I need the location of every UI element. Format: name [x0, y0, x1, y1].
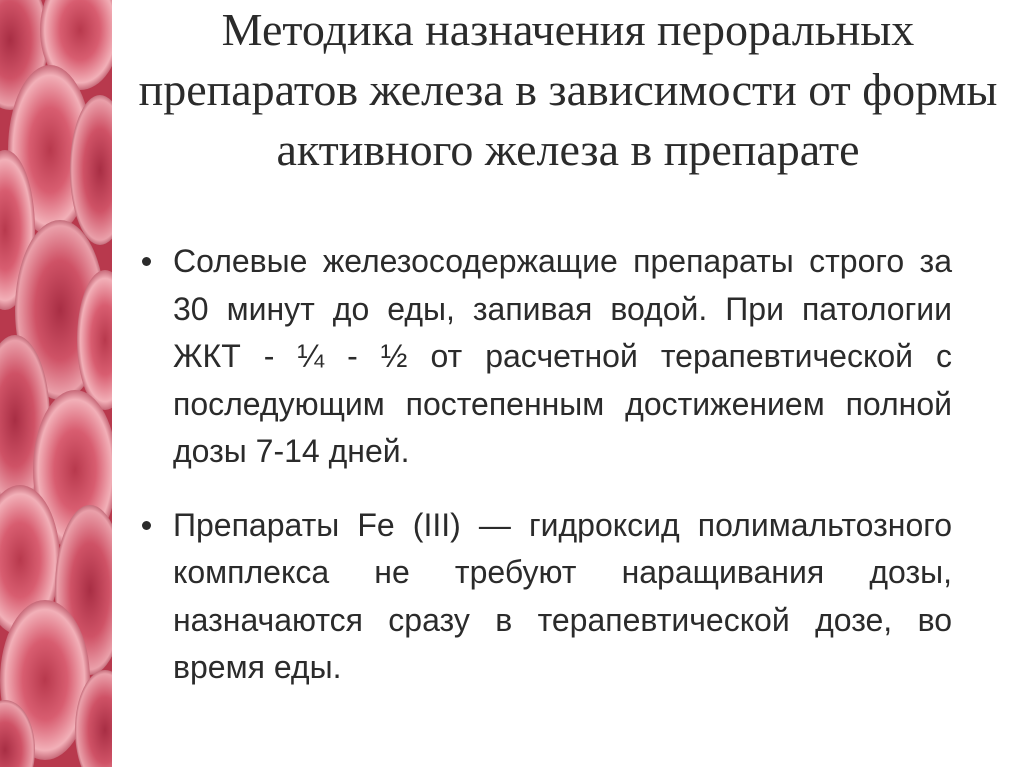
bullet-text: Препараты Fe (III) — гидроксид полимальтозного комплекса не требуют наращивания дозы, назначаются сразу в терапевтической дозе, во время еды. — [173, 506, 952, 685]
list-item — [140, 502, 952, 692]
red-blood-cells-image — [0, 0, 112, 767]
list-item — [140, 238, 952, 476]
bullet-icon — [142, 521, 151, 530]
bullet-list — [140, 238, 952, 718]
bullet-text: Солевые железосодержащие препараты строго за 30 минут до еды, запивая водой. При патологии ЖКТ - ¼ - ½ от расчетной терапевтической с последующим постепенным достижением полной дозы 7-14 дней. — [173, 243, 952, 469]
slide-title: Методика назначения пероральных препаратов железа в зависимости от формы активного железа в препарате — [138, 4, 998, 175]
bullet-icon — [142, 257, 151, 266]
